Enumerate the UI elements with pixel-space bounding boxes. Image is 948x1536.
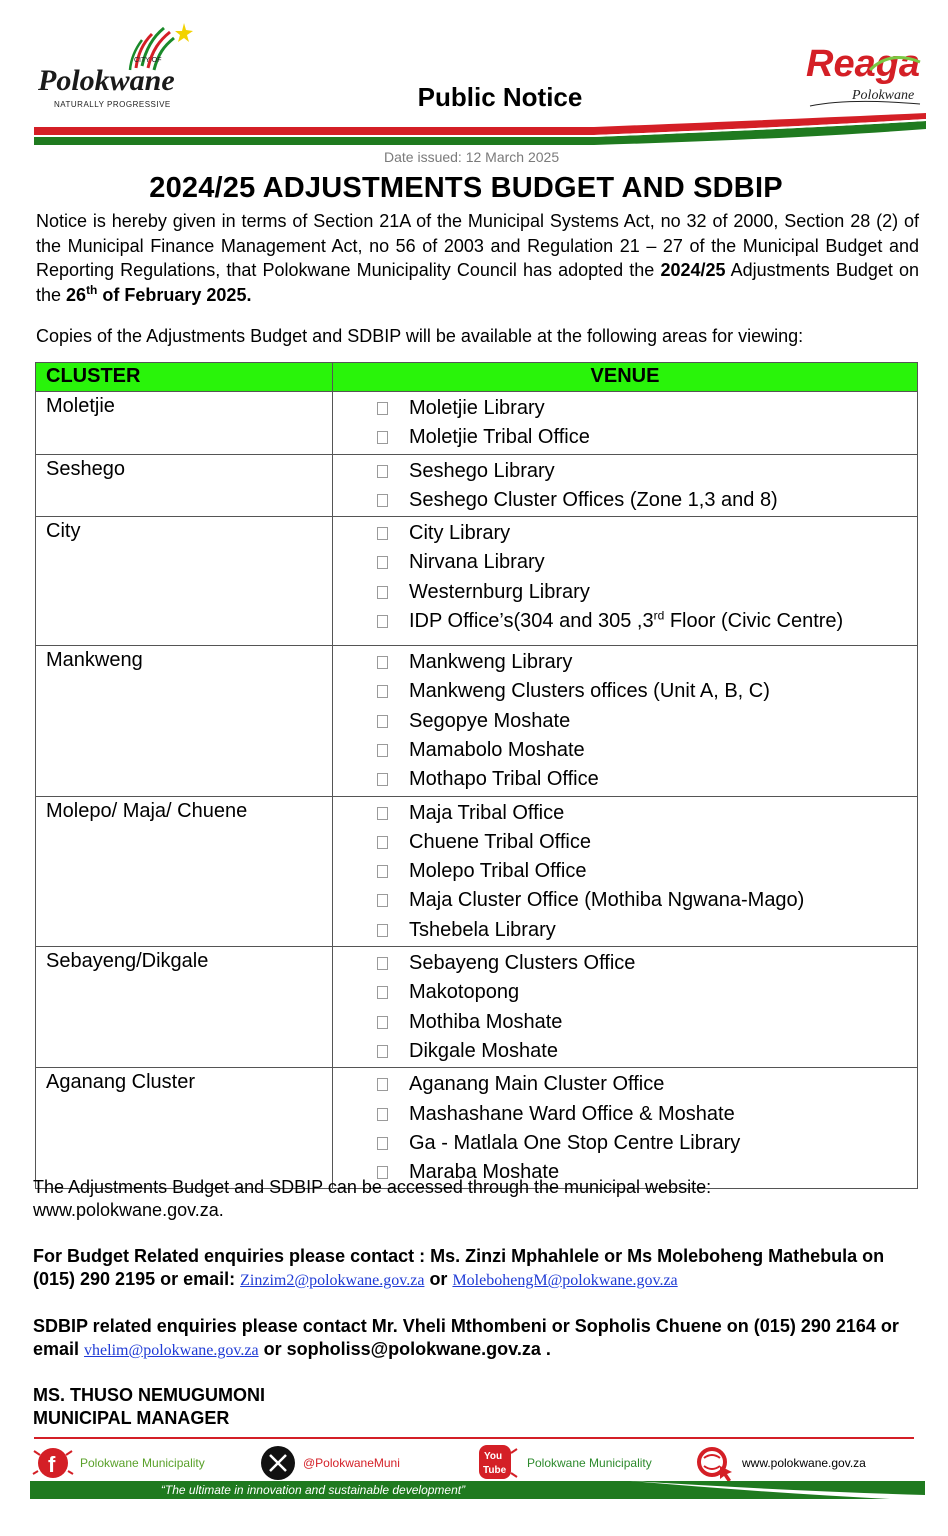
- list-item: [377, 1130, 917, 1159]
- table-row: [36, 796, 918, 946]
- youtube-link[interactable]: [475, 1443, 652, 1483]
- list-item: [377, 1101, 917, 1130]
- cluster-cell: Molepo/ Maja/ Chuene: [36, 796, 333, 946]
- bullet-box-icon: [377, 957, 388, 970]
- twitter-link[interactable]: [259, 1443, 400, 1483]
- cluster-cell: Sebayeng/Dikgale: [36, 947, 333, 1068]
- website-link[interactable]: [694, 1443, 866, 1483]
- bullet-box-icon: [377, 1108, 388, 1121]
- table-row: [36, 1068, 918, 1189]
- column-header-venue: VENUE: [333, 363, 918, 392]
- svg-text:You: You: [484, 1451, 503, 1462]
- svg-text:CITY OF: CITY OF: [134, 57, 162, 64]
- venue-label: Aganang Main Cluster Office: [409, 1073, 665, 1096]
- sdbip-enquiries: SDBIP related enquiries please contact Mr. Vheli Mthombeni or Sopholis Chuene on (015) 290 2164 or email vhelim@polokwane.gov.za or sopholiss@polokwane.gov.za .: [33, 1316, 899, 1359]
- signer-name: MS. THUSO NEMUGUMONI: [33, 1385, 265, 1405]
- list-item: [377, 800, 917, 829]
- venue-label: Chuene Tribal Office: [409, 830, 591, 853]
- list-item: [377, 950, 917, 979]
- venue-list: [377, 800, 917, 946]
- list-item: [377, 766, 917, 795]
- list-item: [377, 458, 917, 487]
- table-row: [36, 454, 918, 517]
- list-item: [377, 579, 917, 608]
- list-item: [377, 678, 917, 707]
- facebook-link[interactable]: [32, 1443, 205, 1483]
- bullet-box-icon: [377, 986, 388, 999]
- venue-cell: [333, 796, 918, 946]
- globe-cursor-icon: [694, 1444, 736, 1482]
- venue-label: Maja Cluster Office (Mothiba Ngwana-Mago): [409, 889, 805, 912]
- svg-text:Polokwane: Polokwane: [38, 64, 175, 97]
- bullet-box-icon: [377, 865, 388, 878]
- venue-cell: [333, 454, 918, 517]
- table-row: [36, 947, 918, 1068]
- cluster-cell: Aganang Cluster: [36, 1068, 333, 1189]
- bullet-box-icon: [377, 656, 388, 669]
- venue-list: [377, 649, 917, 795]
- venue-label: Molepo Tribal Office: [409, 860, 587, 883]
- list-item: [377, 887, 917, 916]
- venue-label: City Library: [409, 522, 511, 545]
- venue-list: [377, 950, 917, 1067]
- venue-label: IDP Office’s(304 and 305 ,3rd Floor (Civic Centre): [409, 608, 844, 633]
- list-item: [377, 395, 917, 424]
- footer-divider: [34, 1437, 914, 1439]
- venue-cell: [333, 517, 918, 646]
- venues-table: [35, 362, 918, 1189]
- sdbip-email-link[interactable]: vhelim@polokwane.gov.za: [84, 1342, 259, 1359]
- cluster-cell: City: [36, 517, 333, 646]
- list-item: [377, 979, 917, 1008]
- venue-label: Mankweng Clusters offices (Unit A, B, C): [409, 680, 770, 703]
- list-item: [377, 487, 917, 516]
- venue-label: Westernburg Library: [409, 580, 590, 603]
- list-item: [377, 1071, 917, 1100]
- list-item: [377, 737, 917, 766]
- reaga-polokwane-logo: [800, 40, 930, 112]
- bullet-box-icon: [377, 744, 388, 757]
- svg-text:Polokwane: Polokwane: [852, 88, 915, 103]
- list-item: [377, 1038, 917, 1067]
- website-label: www.polokwane.gov.za: [742, 1456, 866, 1470]
- list-item: [377, 549, 917, 578]
- bullet-box-icon: [377, 1016, 388, 1029]
- list-item: [377, 708, 917, 737]
- bullet-box-icon: [377, 685, 388, 698]
- bullet-box-icon: [377, 494, 388, 507]
- youtube-label: Polokwane Municipality: [527, 1456, 652, 1470]
- column-header-cluster: CLUSTER: [36, 363, 333, 392]
- list-item: [377, 424, 917, 453]
- twitter-label: @PolokwaneMuni: [303, 1456, 400, 1470]
- bullet-box-icon: [377, 836, 388, 849]
- svg-text:Tube: Tube: [483, 1465, 507, 1476]
- venue-label: Tshebela Library: [409, 918, 556, 941]
- bullet-box-icon: [377, 402, 388, 415]
- svg-text:f: f: [48, 1452, 56, 1477]
- budget-enquiries: For Budget Related enquiries please contact : Ms. Zinzi Mphahlele or Ms Moleboheng Mathebula on (015) 290 2195 or email: Zinzim2@polokwane.gov.za or MolebohengM@polokwane.gov.za: [33, 1246, 885, 1289]
- bullet-box-icon: [377, 431, 388, 444]
- venue-label: Seshego Cluster Offices (Zone 1,3 and 8): [409, 488, 778, 511]
- list-item: [377, 649, 917, 678]
- venue-label: Nirvana Library: [409, 551, 545, 574]
- bullet-box-icon: [377, 1045, 388, 1058]
- table-row: [36, 517, 918, 646]
- venue-cell: [333, 1068, 918, 1189]
- venue-list: [377, 520, 917, 645]
- table-row: [36, 646, 918, 796]
- venue-label: Mamabolo Moshate: [409, 738, 585, 761]
- list-item: [377, 858, 917, 887]
- venue-label: Sebayeng Clusters Office: [409, 952, 636, 975]
- x-twitter-icon: [259, 1445, 297, 1481]
- venue-label: Mashashane Ward Office & Moshate: [409, 1102, 735, 1125]
- venue-label: Moletjie Tribal Office: [409, 426, 590, 449]
- bullet-box-icon: [377, 924, 388, 937]
- bullet-box-icon: [377, 1137, 388, 1150]
- venue-label: Dikgale Moshate: [409, 1039, 558, 1062]
- copies-text: Copies of the Adjustments Budget and SDBIP will be available at the following areas for viewing:: [36, 326, 804, 346]
- facebook-icon: [32, 1445, 74, 1481]
- venue-label: Mothiba Moshate: [409, 1010, 563, 1033]
- venue-cell: [333, 646, 918, 796]
- signer-block: [33, 1384, 265, 1430]
- bullet-box-icon: [377, 556, 388, 569]
- youtube-icon: [475, 1443, 521, 1483]
- bullet-box-icon: [377, 527, 388, 540]
- bullet-box-icon: [377, 465, 388, 478]
- svg-text:Reaga: Reaga: [806, 43, 921, 85]
- signer-title: MUNICIPAL MANAGER: [33, 1408, 230, 1428]
- venue-label: Mankweng Library: [409, 651, 573, 674]
- list-item: [377, 520, 917, 549]
- venue-label: Makotopong: [409, 981, 520, 1004]
- list-item: [377, 917, 917, 946]
- list-item: [377, 608, 917, 645]
- date-issued: Date issued: 12 March 2025: [384, 149, 560, 165]
- venue-label: Seshego Library: [409, 459, 555, 482]
- budget-email-link-1[interactable]: Zinzim2@polokwane.gov.za: [240, 1272, 425, 1289]
- page-title: Public Notice: [417, 82, 583, 112]
- footer-tagline: “The ultimate in innovation and sustainable development”: [160, 1483, 466, 1497]
- svg-text:NATURALLY PROGRESSIVE: NATURALLY PROGRESSIVE: [54, 100, 171, 109]
- bullet-box-icon: [377, 773, 388, 786]
- bullet-box-icon: [377, 1078, 388, 1091]
- venue-list: [377, 395, 917, 454]
- bullet-box-icon: [377, 615, 388, 628]
- cluster-cell: Mankweng: [36, 646, 333, 796]
- venue-list: [377, 458, 917, 517]
- intro-paragraph: Notice is hereby given in terms of Section 21A of the Municipal Systems Act, no 32 of 2000, Section 28 (2) of the Municipal Finance Management Act, no 56 of 2003 and Regulation 21 – 27 of the Municipal Budget and Reporting Regulations, that Polokwane Municipality Council has adopted the 2024/25 Adjustments Budget on the 26th of February 2025.: [36, 211, 920, 305]
- table-header-row: [36, 363, 918, 392]
- venue-label: Ga - Matlala One Stop Centre Library: [409, 1131, 741, 1154]
- cluster-cell: Moletjie: [36, 392, 333, 455]
- cluster-cell: Seshego: [36, 454, 333, 517]
- venue-label: Moletjie Library: [409, 397, 545, 419]
- venue-label: Segopye Moshate: [409, 709, 571, 732]
- facebook-label: Polokwane Municipality: [80, 1456, 205, 1470]
- website-access-text: The Adjustments Budget and SDBIP can be accessed through the municipal website: www.polokwane.gov.za.: [33, 1177, 712, 1220]
- venue-list: [377, 1071, 917, 1188]
- bullet-box-icon: [377, 894, 388, 907]
- bullet-box-icon: [377, 715, 388, 728]
- venue-label: Maja Tribal Office: [409, 801, 565, 824]
- venue-label: Mothapo Tribal Office: [409, 768, 599, 791]
- budget-email-link-2[interactable]: MolebohengM@polokwane.gov.za: [452, 1272, 678, 1289]
- venue-label: Maraba Moshate: [409, 1161, 560, 1184]
- venue-cell: [333, 947, 918, 1068]
- bullet-box-icon: [377, 586, 388, 599]
- table-row: [36, 392, 918, 455]
- bullet-box-icon: [377, 807, 388, 820]
- list-item: [377, 1009, 917, 1038]
- notice-heading: 2024/25 ADJUSTMENTS BUDGET AND SDBIP: [149, 172, 783, 204]
- header-color-stripes: [34, 113, 926, 145]
- venue-cell: [333, 392, 918, 455]
- list-item: [377, 829, 917, 858]
